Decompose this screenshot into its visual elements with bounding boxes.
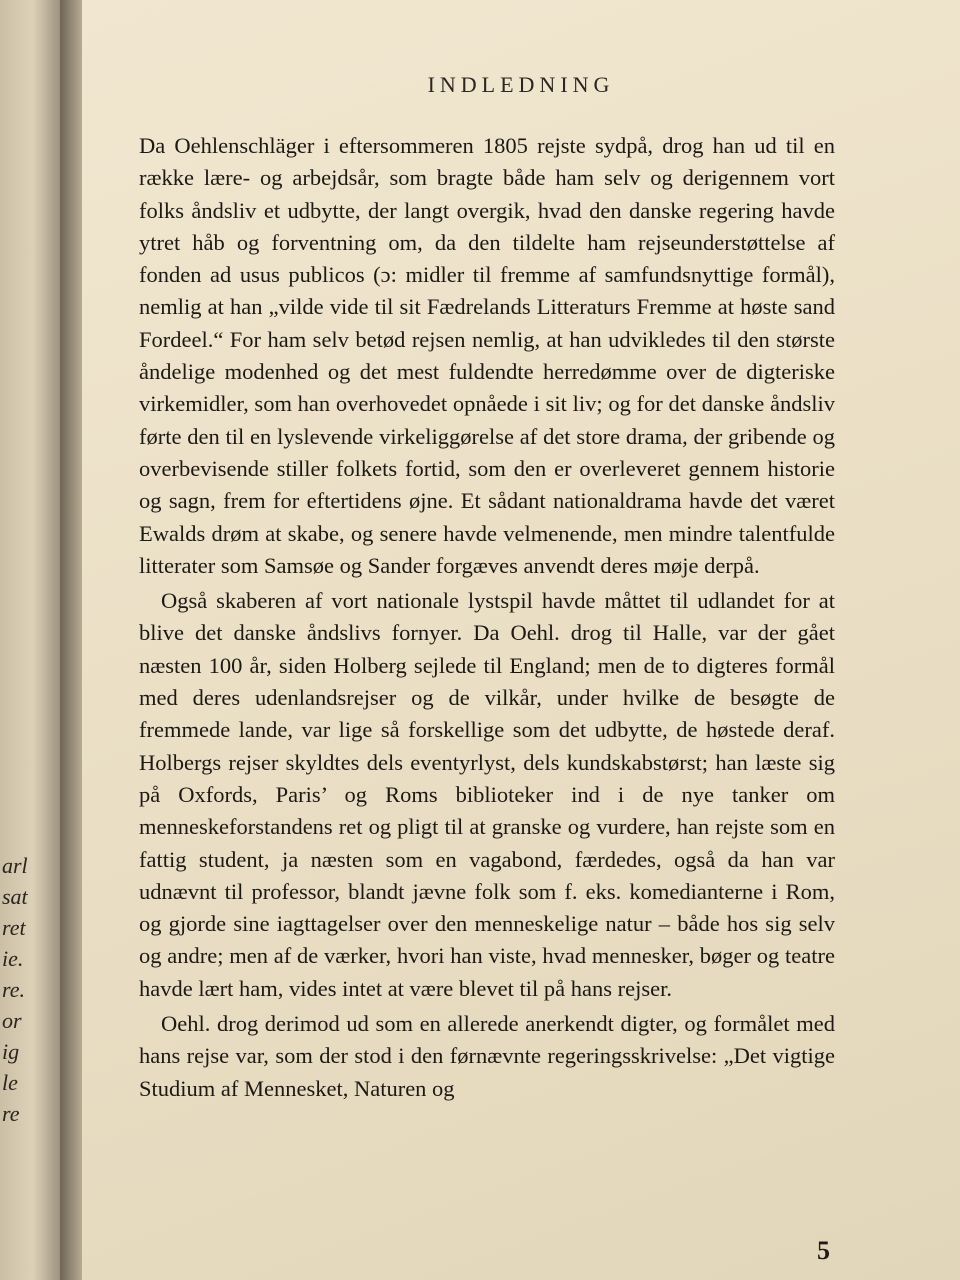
book-gutter [60, 0, 82, 1280]
facing-page-text-fragments [0, 850, 40, 1129]
fragment: ie. [2, 946, 24, 971]
fragment: or [2, 1008, 22, 1033]
paragraph: Da Oehlenschläger i eftersommeren 1805 rejste sydpå, drog han ud til en række lære- og arbejdsår, som bragte både ham selv og derigennem vort folks åndsliv et udbytte, der langt overgik, hvad den danske regering havde ytret håb og forventning om, da den tildelte ham rejseunderstøttelse af fonden ad usus publicos (ɔ: midler til fremme af samfundsnyttige formål), nemlig at han „vilde vide til sit Fædrelands Litteraturs Fremme at høste sand Fordeel.“ For ham selv betød rejsen nemlig, at han udvikledes til den største åndelige modenhed og det mest fuldendte herredømme over de digteriske virkemidler, som han overhovedet opnåede i sit liv; og for det danske åndsliv førte den til en lyslevende virkeliggørelse af det store drama, der gribende og overbevisende stiller folkets fortid, som den er overleveret gennem historie og sagn, frem for eftertidens øjne. Et sådant nationaldrama havde det været Ewalds drøm at skabe, og senere havde velmenende, men mindre talentfulde litterater som Samsøe og Sander forgæves anvendt deres møje derpå. [139, 133, 835, 578]
fragment: le [2, 1070, 18, 1095]
running-head: INDLEDNING [427, 72, 615, 97]
paragraph: Oehl. drog derimod ud som en allerede anerkendt digter, og formålet med hans rejse var, som der stod i den førnævnte regeringsskrivelse: „Det vigtige Studium af Mennesket, Naturen og [139, 1011, 835, 1101]
facing-page-edge [0, 0, 60, 1280]
fragment: re. [2, 977, 26, 1002]
fragment: sat [2, 884, 28, 909]
fragment: re [2, 1101, 20, 1126]
paragraph: Også skaberen af vort nationale lystspil havde måttet til udlandet for at blive det danske åndslivs fornyer. Da Oehl. drog til Halle, var der gået næsten 100 år, siden Holberg sejlede til England; men de to digteres formål med deres udenlandsrejser og de vilkår, under hvilke de besøgte de fremmede lande, var lige så forskellige som det udbytte, de høstede deraf. Holbergs rejser skyldtes dels eventyrlyst, dels kundskabstørst; han læste sig på Oxfords, Paris’ og Roms biblioteker ind i de nye tanker om menneskeforstandens ret og pligt til at granske og vurdere, han rejste som en fattig student, ja næsten som en vagabond, færdedes, også da han var udnævnt til professor, blandt jævne folk som f. eks. komedianterne i Rom, og gjorde sine iagttagelser over den menneskelige natur – både hos sig selv og andre; men af de værker, hvori han viste, hvad mennesker, bøger og teatre havde lært ham, vides intet at være blevet til på hans rejser. [139, 588, 835, 1001]
fragment: ret [2, 915, 26, 940]
fragment: ig [2, 1039, 20, 1064]
page-number: 5 [817, 1236, 830, 1265]
book-page [82, 0, 960, 1280]
fragment: arl [2, 853, 28, 878]
body-text [139, 130, 835, 1105]
